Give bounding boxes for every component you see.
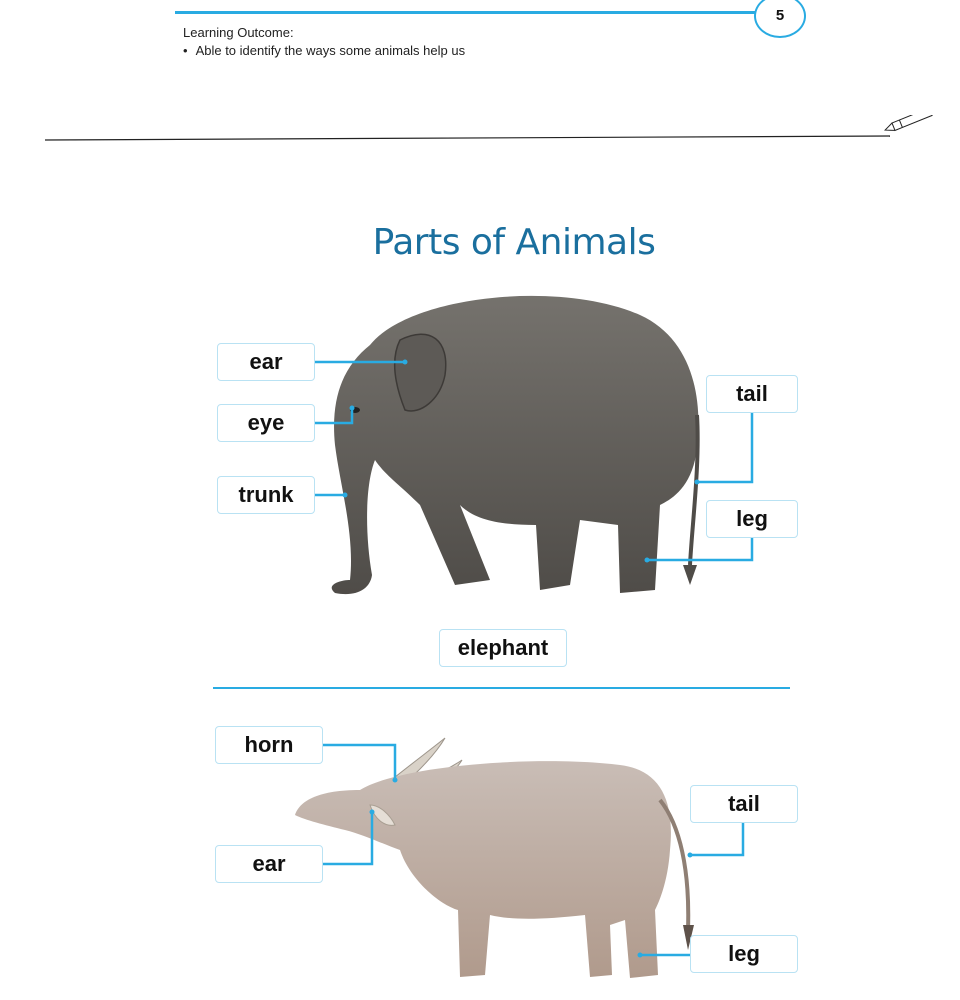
label-buffalo-horn: horn xyxy=(215,726,323,764)
label-elephant-ear: ear xyxy=(217,343,315,381)
label-elephant-leg: leg xyxy=(706,500,798,538)
learning-outcome-text: Able to identify the ways some animals help us xyxy=(195,43,466,58)
label-elephant-name: elephant xyxy=(439,629,567,667)
label-buffalo-tail: tail xyxy=(690,785,798,823)
label-buffalo-ear: ear xyxy=(215,845,323,883)
page-title: Parts of Animals xyxy=(372,222,656,263)
label-elephant-trunk: trunk xyxy=(217,476,315,514)
label-elephant-eye: eye xyxy=(217,404,315,442)
label-elephant-tail: tail xyxy=(706,375,798,413)
label-buffalo-leg: leg xyxy=(690,935,798,973)
page-number: 5 xyxy=(754,0,806,38)
bullet-icon: • xyxy=(183,43,188,58)
learning-outcome-title: Learning Outcome: xyxy=(183,25,294,40)
